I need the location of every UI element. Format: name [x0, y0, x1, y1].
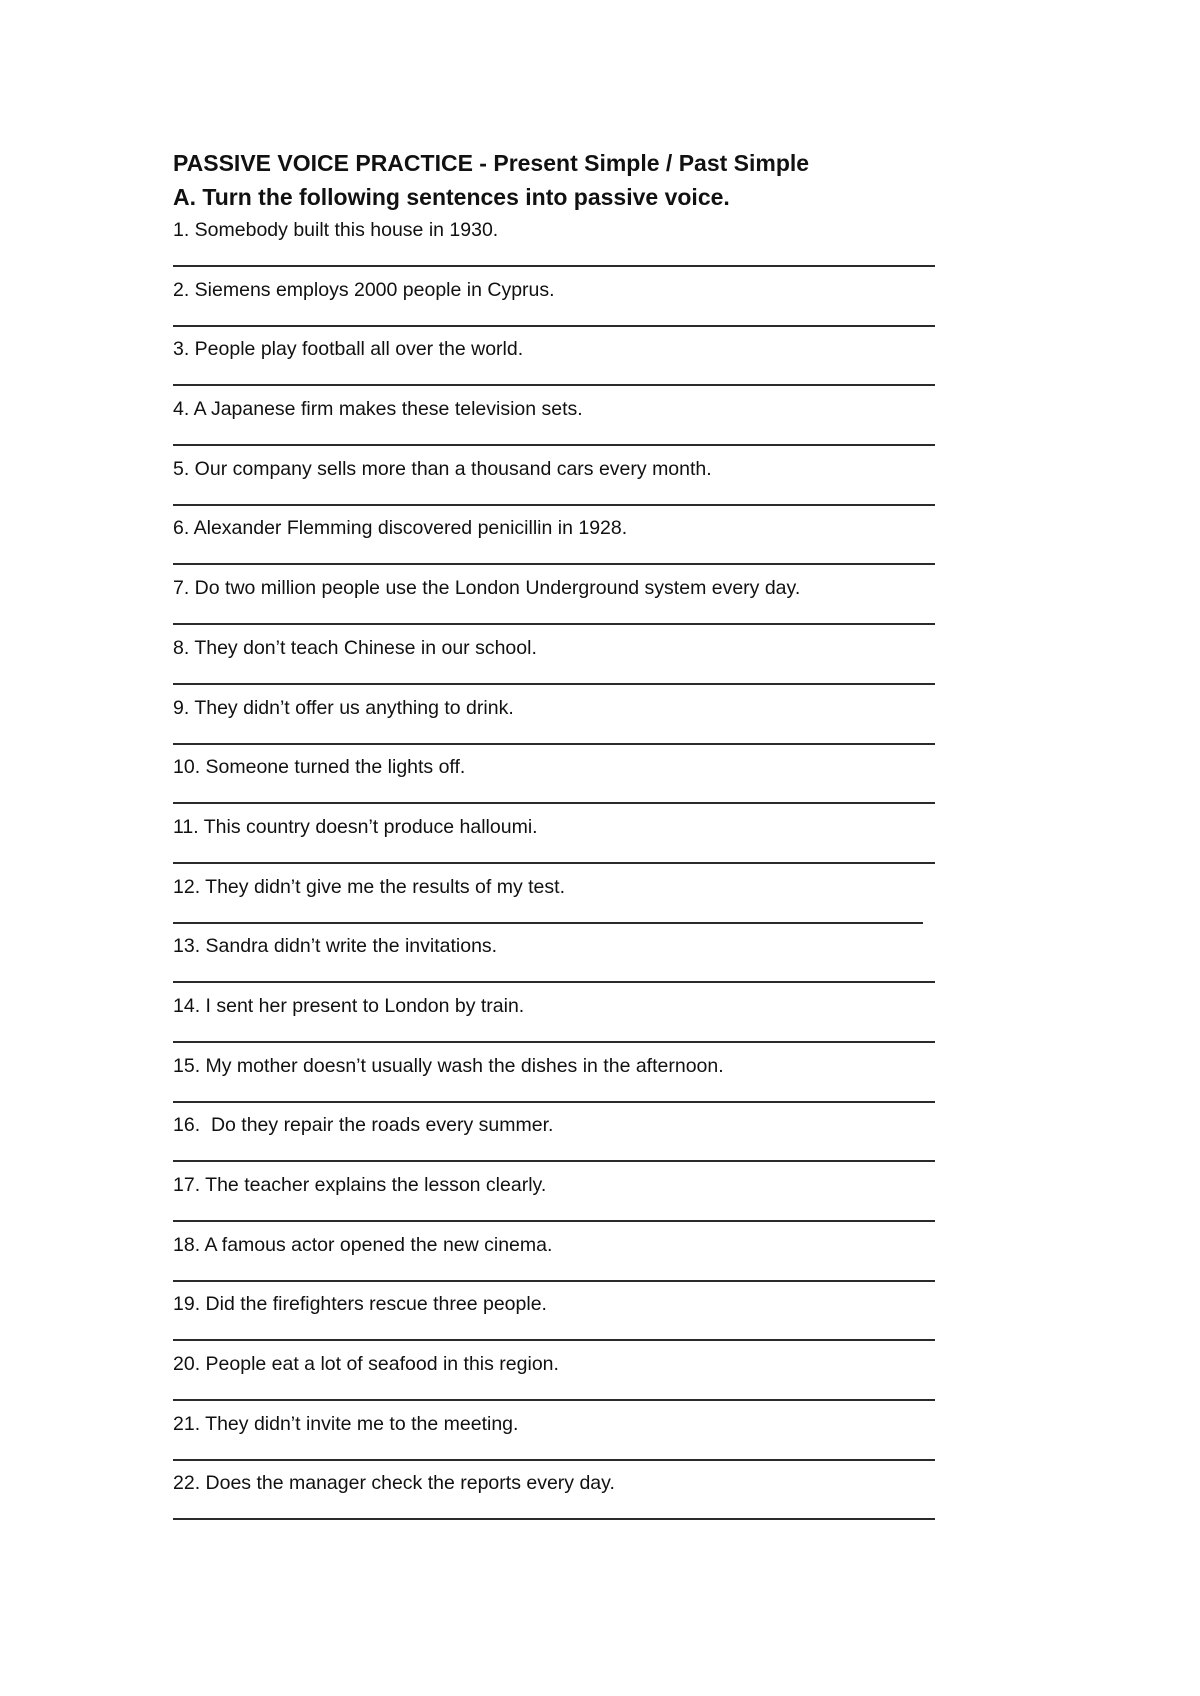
exercise-sentence: 12. They didn’t give me the results of my test.	[173, 875, 565, 898]
exercise-item-9	[173, 694, 943, 754]
exercise-sentence: 14. I sent her present to London by train.	[173, 994, 525, 1017]
answer-line	[173, 504, 935, 506]
worksheet-content	[173, 146, 943, 1529]
exercise-item-2	[173, 276, 943, 336]
answer-line	[173, 1518, 935, 1520]
answer-line	[173, 325, 935, 327]
answer-line	[173, 1220, 935, 1222]
answer-line	[173, 1160, 935, 1162]
answer-line	[173, 1459, 935, 1461]
exercise-item-6	[173, 514, 943, 574]
answer-line	[173, 683, 935, 685]
answer-line	[173, 563, 935, 565]
exercise-item-14	[173, 992, 943, 1052]
answer-line	[173, 862, 935, 864]
exercise-item-12	[173, 873, 943, 933]
exercise-sentence: 15. My mother doesn’t usually wash the dishes in the afternoon.	[173, 1054, 724, 1077]
answer-line	[173, 802, 935, 804]
exercise-item-13	[173, 932, 943, 992]
answer-line	[173, 623, 935, 625]
exercise-item-17	[173, 1171, 943, 1231]
worksheet-title: PASSIVE VOICE PRACTICE - Present Simple / Past Simple	[173, 150, 810, 176]
exercise-sentence: 19. Did the firefighters rescue three people.	[173, 1293, 547, 1316]
answer-line	[173, 1399, 935, 1401]
answer-line	[173, 1339, 935, 1341]
exercise-sentence: 22. Does the manager check the reports every day.	[173, 1472, 615, 1495]
exercise-item-22	[173, 1469, 943, 1529]
answer-line	[173, 444, 935, 446]
answer-line	[173, 743, 935, 745]
exercise-item-15	[173, 1052, 943, 1112]
exercise-sentence: 4. A Japanese firm makes these television sets.	[173, 398, 583, 421]
exercise-sentence: 2. Siemens employs 2000 people in Cyprus.	[173, 278, 555, 301]
answer-line	[173, 1041, 935, 1043]
answer-line	[173, 1101, 935, 1103]
exercise-item-19	[173, 1290, 943, 1350]
exercise-sentence: 1. Somebody built this house in 1930.	[173, 219, 499, 241]
exercise-sentence: 17. The teacher explains the lesson clearly.	[173, 1174, 547, 1196]
exercise-sentence: 21. They didn’t invite me to the meeting.	[173, 1412, 519, 1435]
exercise-list	[173, 216, 943, 1529]
exercise-sentence: 16. Do they repair the roads every summer.	[173, 1114, 554, 1137]
answer-line	[173, 265, 935, 267]
exercise-item-21	[173, 1410, 943, 1470]
exercise-item-4	[173, 395, 943, 455]
answer-line	[173, 981, 935, 983]
exercise-sentence: 11. This country doesn’t produce halloumi.	[173, 815, 538, 838]
exercise-sentence: 8. They don’t teach Chinese in our school.	[173, 636, 537, 659]
section-heading: A. Turn the following sentences into passive voice.	[173, 184, 730, 210]
exercise-sentence: 13. Sandra didn’t write the invitations.	[173, 935, 498, 958]
exercise-item-10	[173, 753, 943, 813]
exercise-item-5	[173, 455, 943, 515]
exercise-item-3	[173, 335, 943, 395]
exercise-sentence: 7. Do two million people use the London Underground system every day.	[173, 577, 801, 600]
exercise-sentence: 18. A famous actor opened the new cinema.	[173, 1233, 553, 1256]
exercise-item-16	[173, 1111, 943, 1171]
exercise-item-18	[173, 1231, 943, 1291]
answer-line	[173, 922, 923, 924]
exercise-sentence: 3. People play football all over the world.	[173, 338, 524, 361]
exercise-sentence: 5. Our company sells more than a thousand cars every month.	[173, 457, 712, 480]
exercise-sentence: 6. Alexander Flemming discovered penicillin in 1928.	[173, 517, 628, 540]
exercise-item-20	[173, 1350, 943, 1410]
exercise-item-7	[173, 574, 943, 634]
exercise-item-11	[173, 813, 943, 873]
answer-line	[173, 1280, 935, 1282]
exercise-sentence: 9. They didn’t offer us anything to drink.	[173, 696, 514, 719]
answer-line	[173, 384, 935, 386]
exercise-sentence: 10. Someone turned the lights off.	[173, 756, 466, 779]
exercise-item-8	[173, 634, 943, 694]
exercise-item-1	[173, 216, 943, 276]
exercise-sentence: 20. People eat a lot of seafood in this region.	[173, 1353, 559, 1376]
